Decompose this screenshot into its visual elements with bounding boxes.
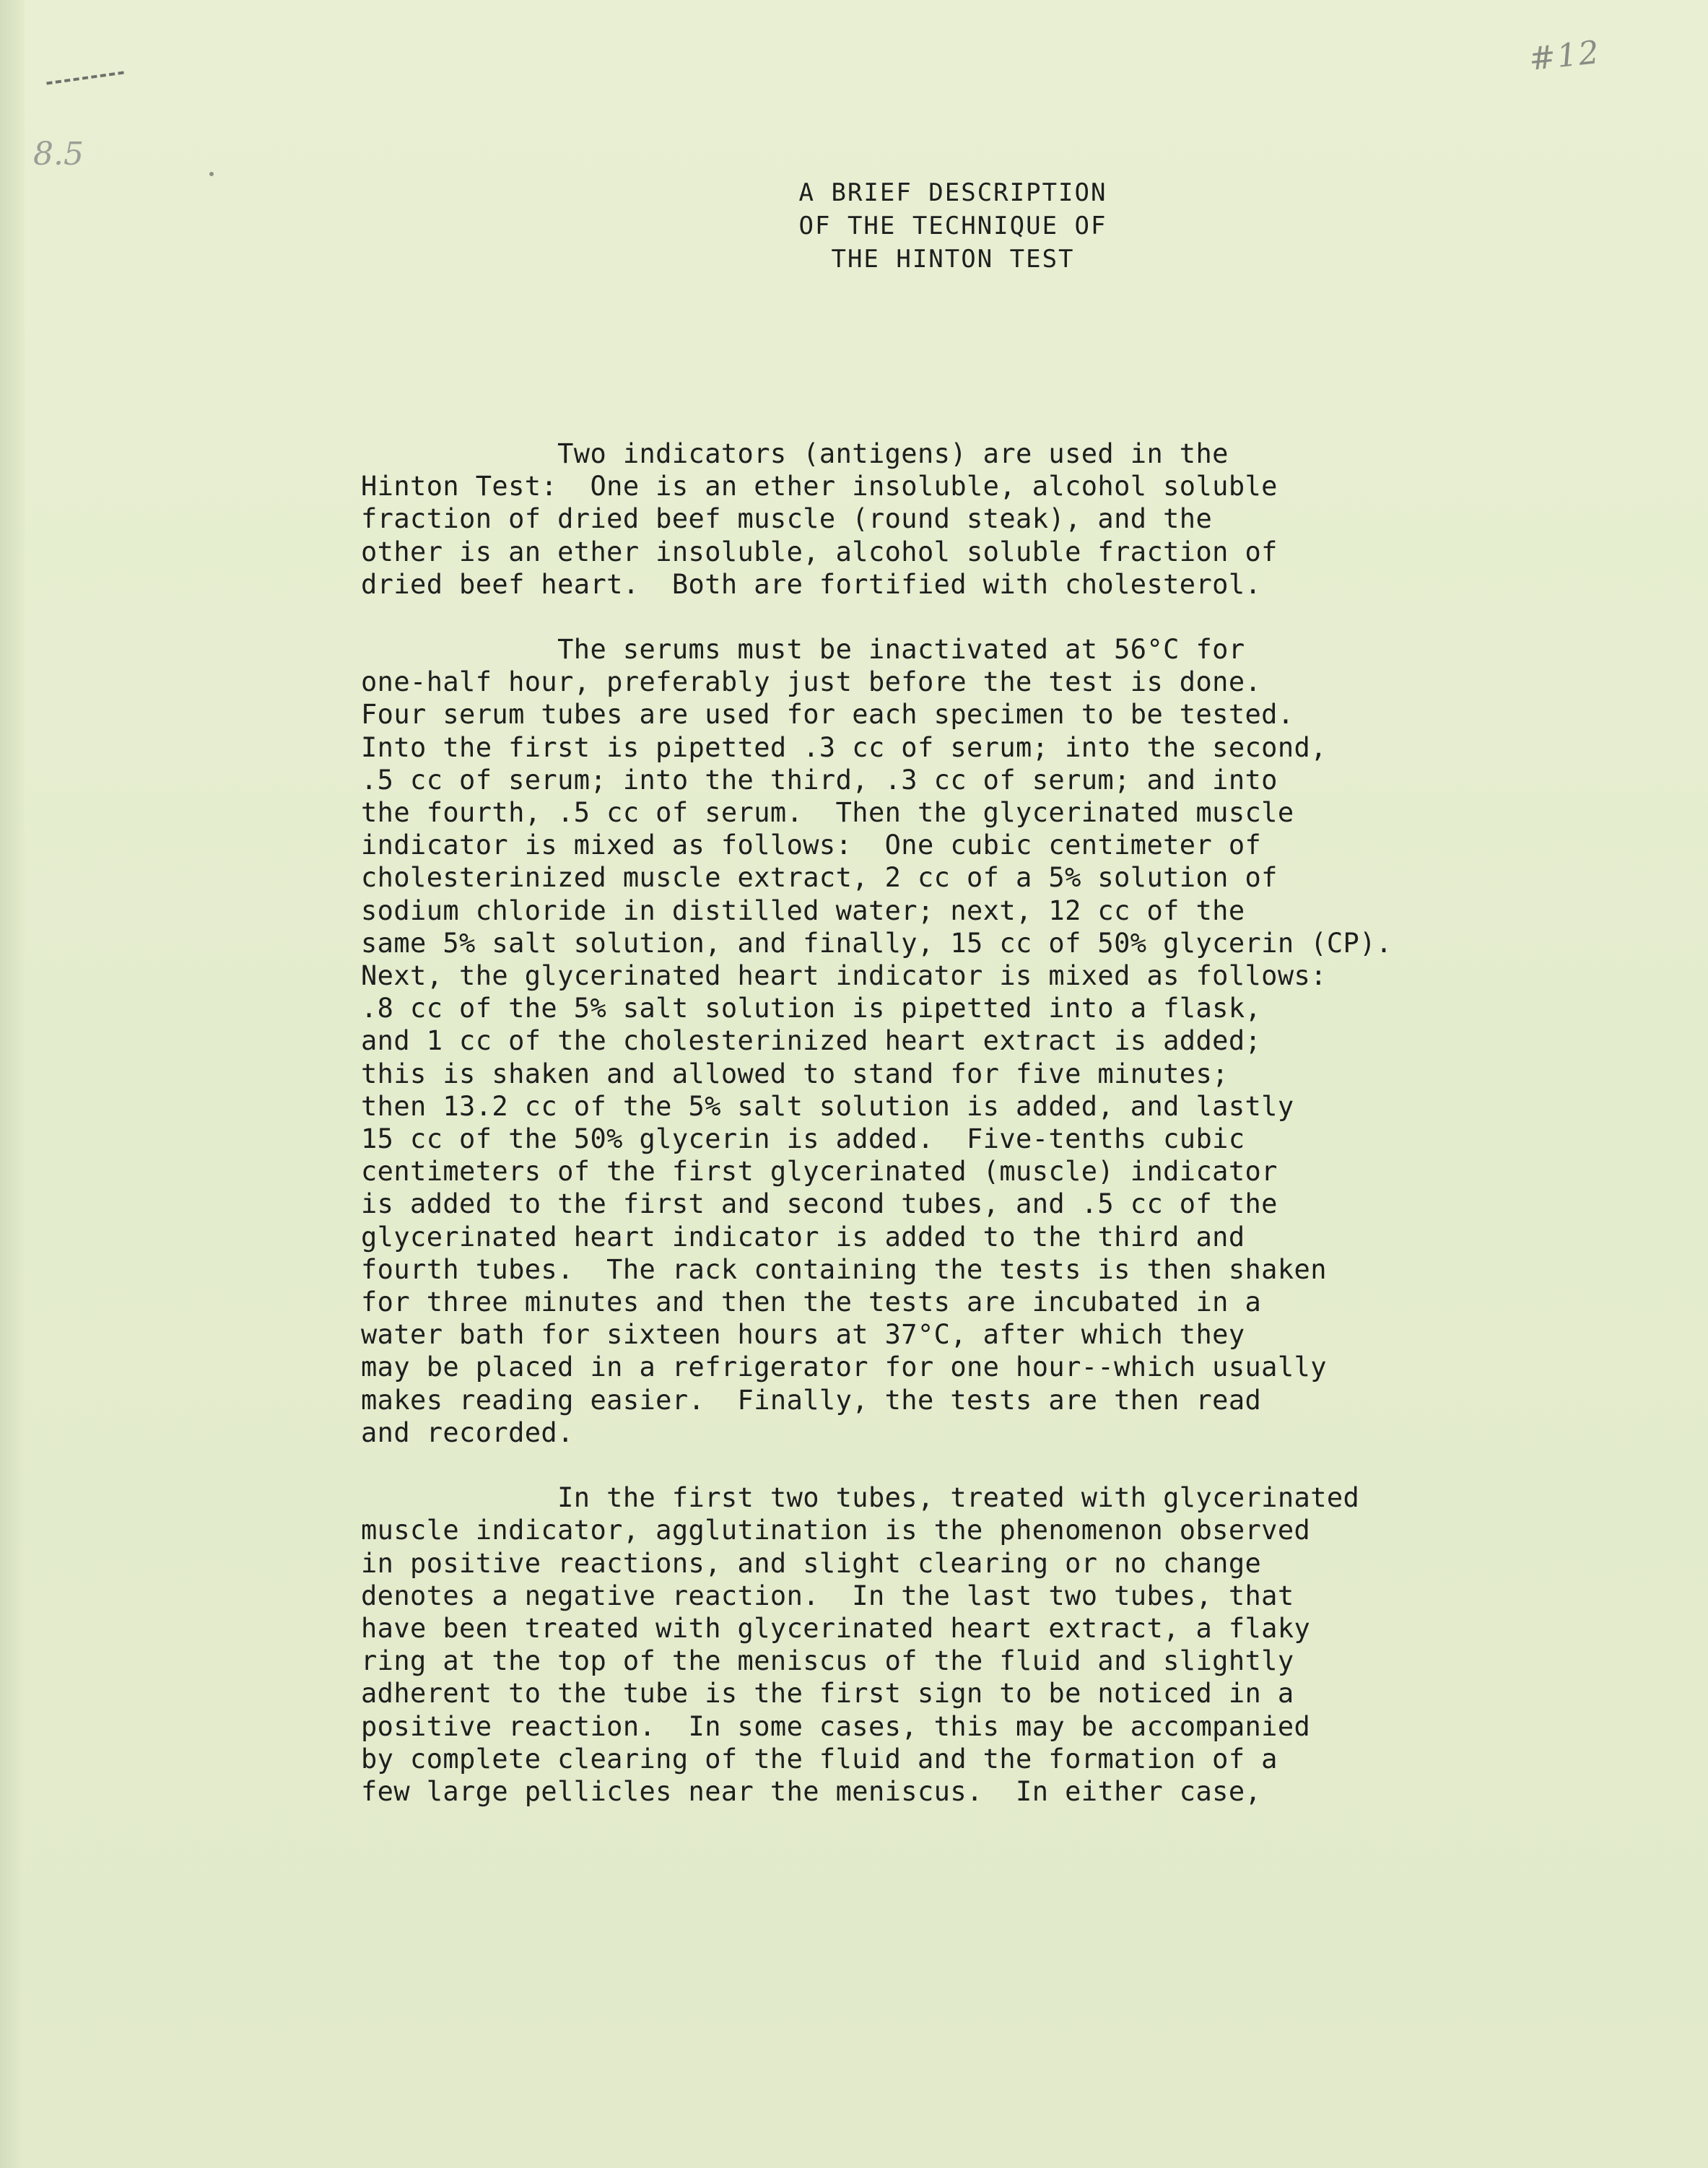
title-line: OF THE TECHNIQUE OF [798, 212, 1107, 240]
text-line: one-half hour, preferably just before the test is done. [361, 666, 1262, 698]
paragraph-interpretation [361, 1481, 1603, 1808]
text-line: the fourth, .5 cc of serum. Then the glycerinated muscle [361, 797, 1294, 829]
title-line: A BRIEF DESCRIPTION [798, 178, 1107, 207]
text-line: other is an ether insoluble, alcohol soluble fraction of [361, 536, 1278, 567]
text-line: for three minutes and then the tests are incubated in a [361, 1287, 1262, 1318]
text-line: makes reading easier. Finally, the tests are then read [361, 1384, 1262, 1416]
text-line: then 13.2 cc of the 5% salt solution is added, and lastly [361, 1090, 1294, 1122]
text-line: The serums must be inactivated at 56°C for [361, 634, 1245, 666]
text-line: .8 cc of the 5% salt solution is pipetted into a flask, [361, 993, 1262, 1024]
text-line: indicator is mixed as follows: One cubic centimeter of [361, 830, 1262, 861]
text-line: sodium chloride in distilled water; next, 12 cc of the [361, 894, 1245, 926]
handwritten-page-number: #12 [1527, 33, 1603, 79]
text-line: adherent to the tube is the first sign to be noticed in a [361, 1678, 1294, 1710]
text-line: denotes a negative reaction. In the last two tubes, that [361, 1580, 1294, 1611]
paragraph-antigens [361, 437, 1603, 601]
text-line: by complete clearing of the fluid and the formation of a [361, 1743, 1278, 1775]
text-line: few large pellicles near the meniscus. In either case, [361, 1775, 1262, 1807]
pencil-dash-mark [46, 71, 124, 85]
text-line: fraction of dried beef muscle (round steak), and the [361, 503, 1213, 535]
text-line: same 5% salt solution, and finally, 15 cc of 50% glycerin (CP). [361, 927, 1393, 959]
handwritten-margin-note: 8.5 [33, 136, 84, 173]
document-body [361, 437, 1603, 1840]
text-line: this is shaken and allowed to stand for five minutes; [361, 1058, 1229, 1089]
text-line: 15 cc of the 50% glycerin is added. Five-tenths cubic [361, 1123, 1245, 1155]
text-line: Next, the glycerinated heart indicator is mixed as follows: [361, 960, 1327, 992]
text-line: ring at the top of the meniscus of the fluid and slightly [361, 1645, 1294, 1677]
text-line: in positive reactions, and slight clearing or no change [361, 1547, 1262, 1579]
text-line: Into the first is pipetted .3 cc of serum; into the second, [361, 731, 1327, 763]
text-line: Four serum tubes are used for each specimen to be tested. [361, 699, 1294, 731]
text-line: In the first two tubes, treated with glycerinated [361, 1482, 1360, 1514]
text-line: may be placed in a refrigerator for one hour--which usually [361, 1351, 1327, 1383]
text-line: fourth tubes. The rack containing the tests is then shaken [361, 1253, 1327, 1285]
text-line: and recorded. [361, 1416, 574, 1448]
text-line: Two indicators (antigens) are used in the [361, 438, 1229, 469]
text-line: Hinton Test: One is an ether insoluble, alcohol soluble [361, 471, 1278, 502]
text-line: positive reaction. In some cases, this may be accompanied [361, 1710, 1311, 1742]
text-line: is added to the first and second tubes, and .5 cc of the [361, 1188, 1278, 1220]
text-line: have been treated with glycerinated heart extract, a flaky [361, 1612, 1311, 1644]
document-title [578, 176, 1328, 276]
title-line: THE HINTON TEST [831, 245, 1075, 274]
pencil-dot-mark [209, 172, 214, 176]
paragraph-procedure [361, 633, 1603, 1449]
text-line: and 1 cc of the cholesterinized heart extract is added; [361, 1025, 1262, 1057]
text-line: muscle indicator, agglutination is the phenomenon observed [361, 1515, 1311, 1546]
text-line: .5 cc of serum; into the third, .3 cc of serum; and into [361, 764, 1278, 796]
text-line: dried beef heart. Both are fortified with cholesterol. [361, 568, 1262, 600]
text-line: glycerinated heart indicator is added to the third and [361, 1221, 1245, 1253]
text-line: water bath for sixteen hours at 37°C, after which they [361, 1319, 1245, 1351]
page-edge [0, 0, 25, 2168]
text-line: centimeters of the first glycerinated (muscle) indicator [361, 1156, 1278, 1188]
text-line: cholesterinized muscle extract, 2 cc of a 5% solution of [361, 862, 1278, 894]
